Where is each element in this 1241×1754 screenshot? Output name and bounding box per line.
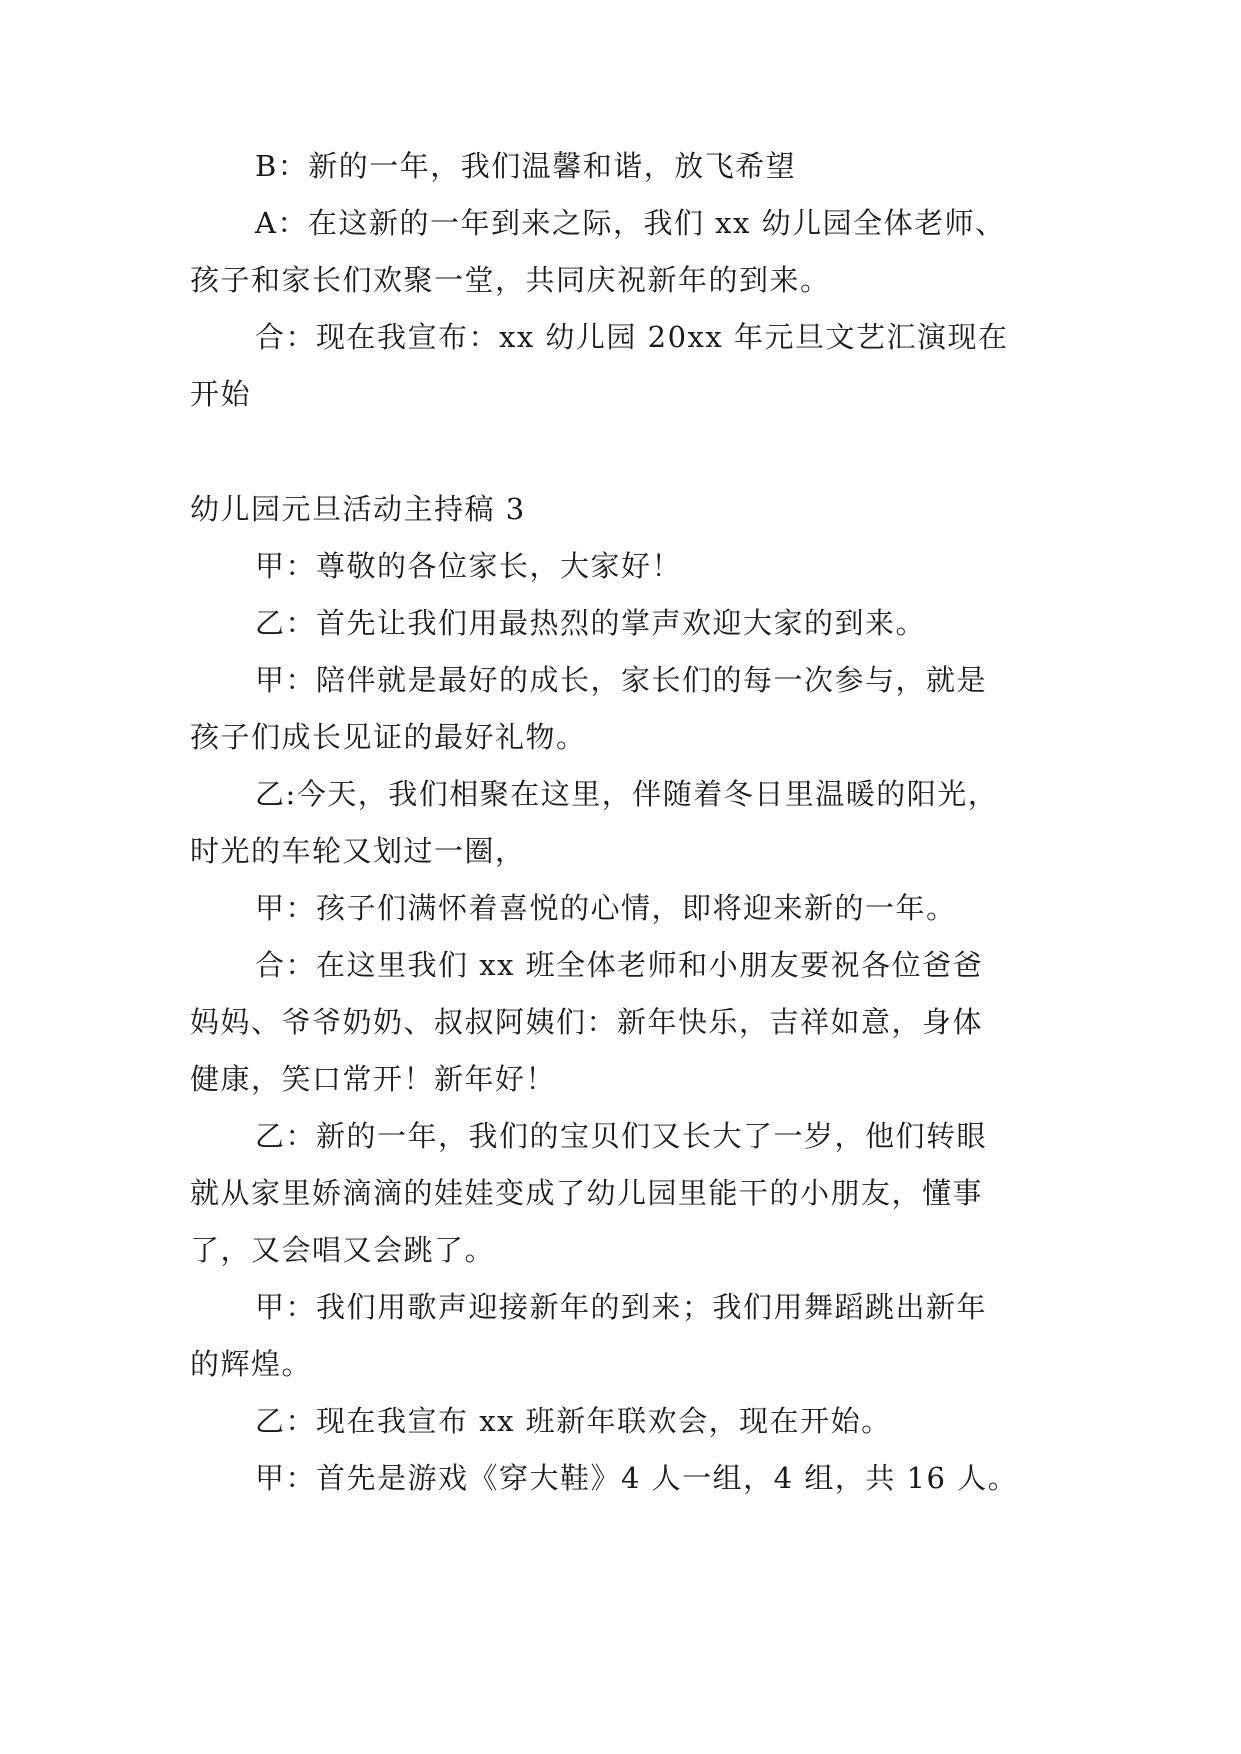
paragraph-line: 乙：现在我宣布 xx 班新年联欢会，现在开始。: [255, 1404, 892, 1438]
paragraph-line: 甲：我们用歌声迎接新年的到来；我们用舞蹈跳出新年: [255, 1290, 988, 1324]
paragraph-line: B：新的一年，我们温馨和谐，放飞希望: [255, 149, 797, 183]
paragraph-line: 乙：新的一年，我们的宝贝们又长大了一岁，他们转眼: [255, 1119, 988, 1153]
paragraph-line: 合：现在我宣布：xx 幼儿园 20xx 年元旦文艺汇演现在: [255, 320, 1009, 354]
paragraph-line: 合：在这里我们 xx 班全体老师和小朋友要祝各位爸爸: [255, 948, 984, 982]
paragraph-line: 时光的车轮又划过一圈，: [190, 834, 526, 868]
paragraph-line: 妈妈、爷爷奶奶、叔叔阿姨们：新年快乐，吉祥如意，身体: [190, 1005, 984, 1039]
paragraph-line: 甲：陪伴就是最好的成长，家长们的每一次参与，就是: [255, 663, 988, 697]
paragraph-line: 甲：首先是游戏《穿大鞋》4 人一组，4 组，共 16 人。: [255, 1461, 1019, 1495]
section-heading: 幼儿园元旦活动主持稿 3: [190, 492, 526, 526]
paragraph-line: A：在这新的一年到来之际，我们 xx 幼儿园全体老师、: [255, 206, 1006, 240]
paragraph-line: 乙：首先让我们用最热烈的掌声欢迎大家的到来。: [255, 606, 927, 640]
paragraph-line: 就从家里娇滴滴的娃娃变成了幼儿园里能干的小朋友，懂事: [190, 1176, 984, 1210]
paragraph-line: 开始: [190, 377, 252, 411]
paragraph-line: 乙:今天，我们相聚在这里，伴随着冬日里温暖的阳光，: [255, 777, 999, 811]
paragraph-line: 孩子们成长见证的最好礼物。: [190, 720, 587, 754]
paragraph-line: 健康，笑口常开！新年好！: [190, 1062, 557, 1096]
paragraph-line: 的辉煌。: [190, 1347, 313, 1381]
paragraph-line: 孩子和家长们欢聚一堂，共同庆祝新年的到来。: [190, 263, 831, 297]
paragraph-line: 甲：孩子们满怀着喜悦的心情，即将迎来新的一年。: [255, 891, 957, 925]
paragraph-line: 了，又会唱又会跳了。: [190, 1233, 496, 1267]
paragraph-line: 甲：尊敬的各位家长，大家好！: [255, 549, 683, 583]
